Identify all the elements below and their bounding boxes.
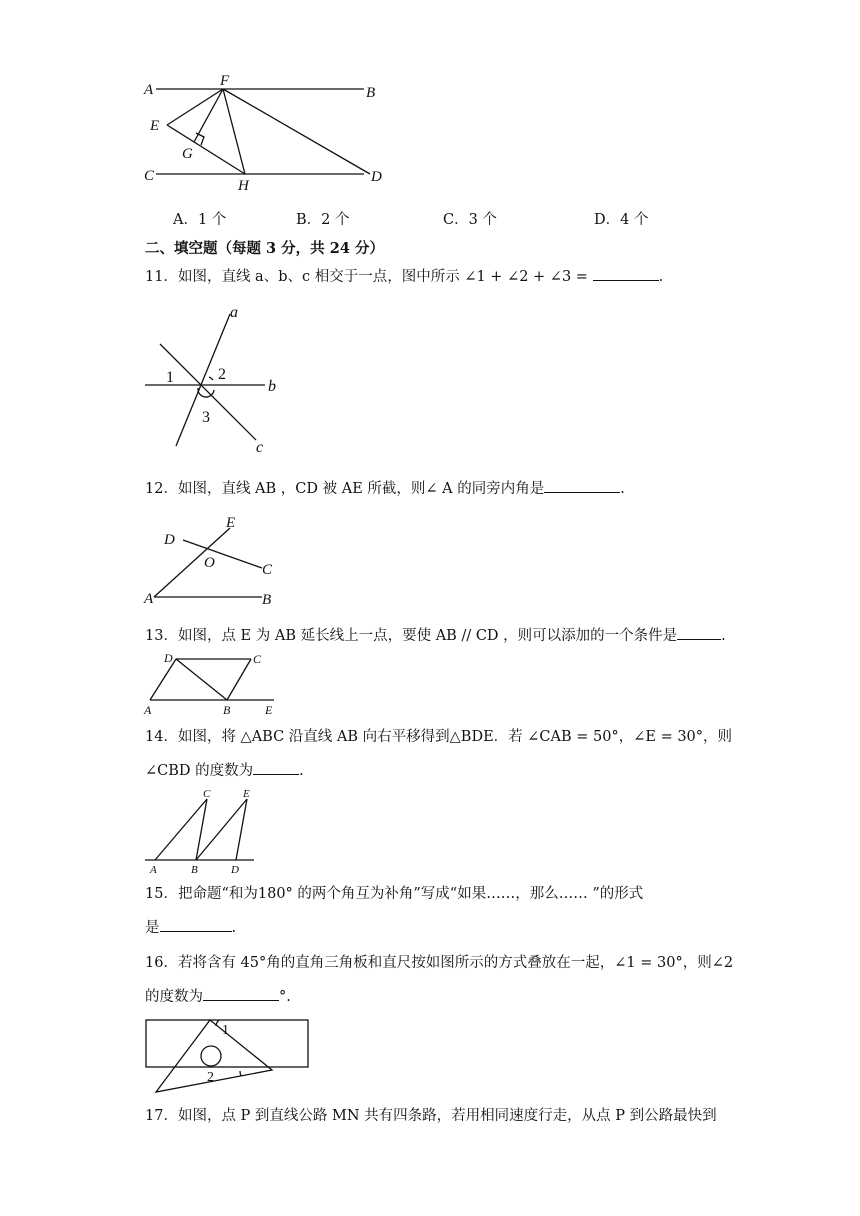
figure-q11 bbox=[140, 300, 290, 460]
label-C: C bbox=[262, 562, 273, 578]
answer-blank-12[interactable] bbox=[544, 478, 620, 493]
label-D: D bbox=[164, 532, 175, 548]
figure-q10 bbox=[130, 70, 390, 195]
option-a: A．1 个 bbox=[173, 212, 227, 228]
label-A: A bbox=[144, 591, 154, 607]
label-E: E bbox=[226, 515, 236, 531]
option-c: C．3 个 bbox=[443, 212, 497, 228]
question-11-text: 11．如图，直线 a、b、c 相交于一点，图中所示 ∠1 + ∠2 + ∠3 = bbox=[145, 269, 593, 285]
label-D: D bbox=[231, 864, 239, 876]
answer-blank-15[interactable] bbox=[160, 917, 232, 932]
label-angle-2: 2 bbox=[218, 366, 226, 383]
question-11-end: . bbox=[658, 269, 664, 285]
answer-blank-14[interactable] bbox=[253, 760, 299, 775]
question-14-line-1: 14．如图，将 △ABC 沿直线 AB 向右平移得到△BDE．若 ∠CAB = 50°，∠E = 30°，则 bbox=[145, 729, 733, 745]
label-angle-1: 1 bbox=[222, 1023, 229, 1038]
question-13-end: . bbox=[721, 628, 726, 644]
question-16-line-1: 16．若将含有 45°角的直角三角板和直尺按如图所示的方式叠放在一起，∠1 = 30°，则∠2 bbox=[145, 955, 734, 971]
label-angle-2: 2 bbox=[207, 1070, 214, 1085]
label-line-c: c bbox=[256, 439, 264, 456]
question-16-end: °. bbox=[279, 989, 291, 1005]
question-15-text: 是 bbox=[145, 920, 160, 936]
label-E: E bbox=[243, 788, 250, 800]
question-11 bbox=[145, 266, 663, 287]
label-angle-1: 1 bbox=[166, 369, 174, 386]
question-15-line-2 bbox=[145, 917, 236, 938]
question-16-line-2 bbox=[145, 986, 291, 1007]
label-C: C bbox=[253, 652, 262, 666]
question-12 bbox=[145, 478, 625, 499]
label-C: C bbox=[144, 168, 155, 184]
label-H: H bbox=[238, 178, 249, 194]
question-17-line-1: 17．如图，点 P 到直线公路 MN 共有四条路，若用相同速度行走，从点 P 到公路最快到 bbox=[145, 1108, 717, 1124]
label-A: A bbox=[150, 864, 157, 876]
label-B: B bbox=[191, 864, 198, 876]
question-15-end: . bbox=[231, 920, 237, 936]
label-F: F bbox=[220, 73, 230, 89]
label-E: E bbox=[265, 703, 273, 717]
label-angle-3: 3 bbox=[202, 409, 210, 426]
question-13-text: 13．如图，点 E 为 AB 延长线上一点，要使 AB // CD ，则可以添加的一个条件是 bbox=[145, 628, 678, 644]
section-heading: 二、填空题（每题 3 分，共 24 分） bbox=[145, 240, 384, 257]
label-B: B bbox=[366, 85, 376, 101]
question-13 bbox=[145, 625, 726, 646]
question-14-line-2 bbox=[145, 760, 304, 781]
figure-q12 bbox=[140, 510, 290, 610]
label-B: B bbox=[262, 592, 272, 608]
question-15-line-1: 15．把命题“和为180° 的两个角互为补角”写成“如果……，那么…… ”的形式 bbox=[145, 886, 644, 902]
label-G: G bbox=[182, 146, 193, 162]
label-O: O bbox=[204, 555, 215, 571]
label-D: D bbox=[371, 169, 382, 185]
figure-q13 bbox=[140, 648, 285, 718]
answer-blank-16[interactable] bbox=[203, 986, 279, 1001]
question-14-end: . bbox=[299, 763, 304, 779]
answer-blank-13[interactable] bbox=[677, 625, 721, 640]
option-b: B．2 个 bbox=[296, 212, 350, 228]
label-A: A bbox=[144, 703, 152, 717]
label-A: A bbox=[144, 82, 154, 98]
label-C: C bbox=[203, 788, 211, 800]
label-line-b: b bbox=[268, 378, 276, 395]
figure-q16 bbox=[140, 1012, 315, 1097]
label-line-a: a bbox=[230, 304, 238, 321]
label-E: E bbox=[150, 118, 160, 134]
label-B: B bbox=[223, 703, 231, 717]
question-12-text: 12．如图，直线 AB ，CD 被 AE 所截，则∠ A 的同旁内角是 bbox=[145, 481, 545, 497]
figure-q14 bbox=[140, 785, 260, 880]
label-D: D bbox=[164, 651, 173, 665]
question-14-text: ∠CBD 的度数为 bbox=[145, 763, 254, 779]
option-d: D．4 个 bbox=[594, 212, 649, 228]
question-16-text: 的度数为 bbox=[145, 989, 203, 1005]
answer-blank-11[interactable] bbox=[593, 266, 659, 281]
question-12-end: . bbox=[620, 481, 625, 497]
